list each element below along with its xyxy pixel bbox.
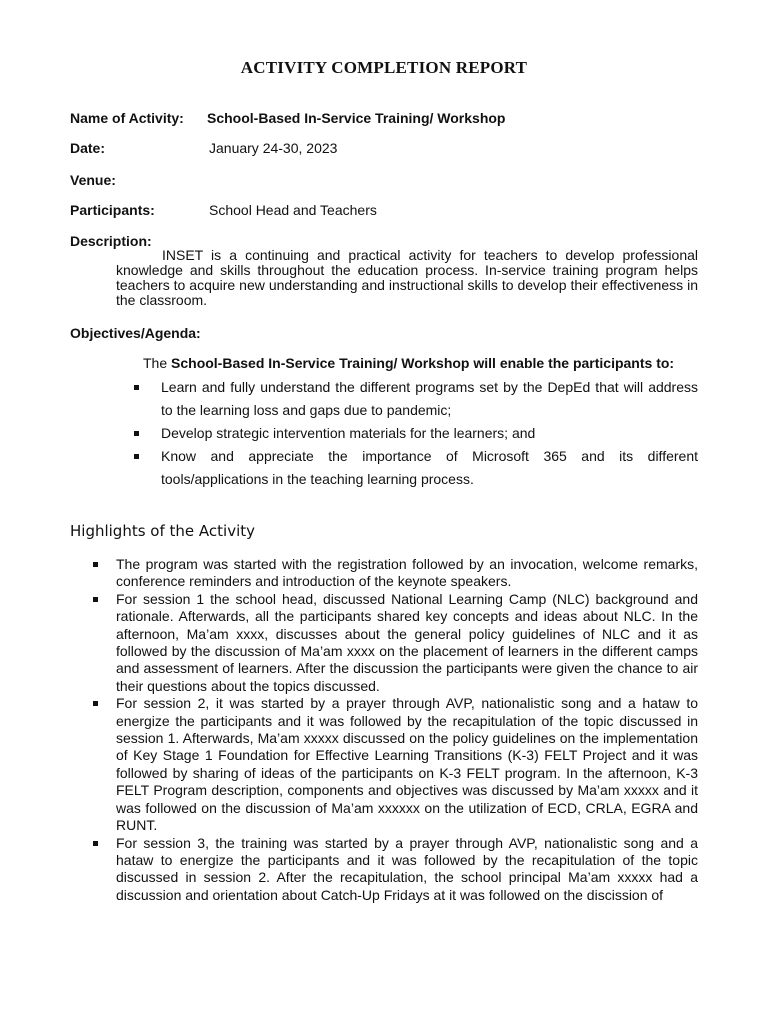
objectives-intro-bold: School-Based In-Service Training/ Workshop will enable the participants to: [171,355,675,371]
description-paragraph [116,248,698,308]
objectives-list [116,376,698,491]
list-item [70,835,698,905]
objectives-intro-prefix: The [143,355,172,371]
list-item-text: For session 2, it was started by a prayer through AVP, nationalistic song and a hataw to energize the participants and it was followed by the recapitulation of the topic discussed in session 1. Afterwards, Ma’am xxxxx discussed on the policy guidelines on the implementation of Key Stage 1 Foundation for Effective Learning Transitions (K-3) FELT Project and it was followed by sharing of ideas of the participants on K-3 FELT program. In the afternoon, K-3 FELT Program description, components and objectives was discussed by Ma’am xxxxx and it was followed on the discussion of Ma’am xxxxxx on the utilization of ECD, CRLA, EGRA and RUNT. [116,695,698,834]
highlights-heading: Highlights of the Activity [70,522,256,540]
list-item [116,422,698,445]
field-value: January 24-30, 2023 [209,140,338,156]
bullet-icon [134,385,139,390]
bullet-icon [93,841,98,846]
field-value: School Head and Teachers [209,202,377,218]
bullet-icon [93,597,98,602]
bullet-icon [134,431,139,436]
list-item-text: Know and appreciate the importance of Microsoft 365 and its different tools/applications in the teaching learning process. [161,448,698,487]
field-label: Date: [70,140,106,156]
list-item-text: For session 1 the school head, discussed National Learning Camp (NLC) background and rationale. Afterwards, all the participants shared key concepts and ideas about NLC. In the afternoon, Ma’am xxxx, discusses about the general policy guidelines of NLC and it as followed by the discussion of Ma’am xxxx on the placement of learners in the different camps and assessment of learners. After the discussion the participants were given the chance to air their questions about the topics discussed. [116,590,698,694]
bullet-icon [93,701,98,706]
field-label: Participants: [70,202,155,218]
bullet-icon [93,562,98,567]
list-item [70,591,698,695]
list-item-text: Develop strategic intervention materials for the learners; and [161,425,536,441]
list-item [70,556,698,591]
list-item-text: Learn and fully understand the different programs set by the DepEd that will address to the learning loss and gaps due to pandemic; [161,379,698,418]
report-title: ACTIVITY COMPLETION REPORT [240,58,528,77]
objectives-heading: Objectives/Agenda: [70,325,201,341]
description-heading: Description: [70,233,152,249]
list-item [116,376,698,422]
list-item-text: For session 3, the training was started by a prayer through AVP, nationalistic song and a hataw to energize the participants and it was followed by the recapitulation of the topic discussed in session 2. After the recapitulation, the school principal Ma’am xxxxx had a discussion and orientation about Catch-Up Fridays at it was followed on the discission of [116,834,698,903]
list-item-text: The program was started with the registration followed by an invocation, welcome remarks, conference reminders and introduction of the keynote speakers. [116,556,698,590]
field-value: School-Based In-Service Training/ Workshop [207,110,506,126]
highlights-list [70,556,698,904]
objectives-intro [143,355,674,371]
list-item [116,445,698,491]
description-text: INSET is a continuing and practical activity for teachers to develop professional knowledge and skills throughout the education process. In-service training program helps teachers to acquire new understanding and instructional skills to develop their effectiveness in the classroom. [116,247,698,308]
field-label: Venue: [70,172,116,188]
field-label: Name of Activity: [70,110,184,126]
bullet-icon [134,454,139,459]
list-item [70,695,698,834]
